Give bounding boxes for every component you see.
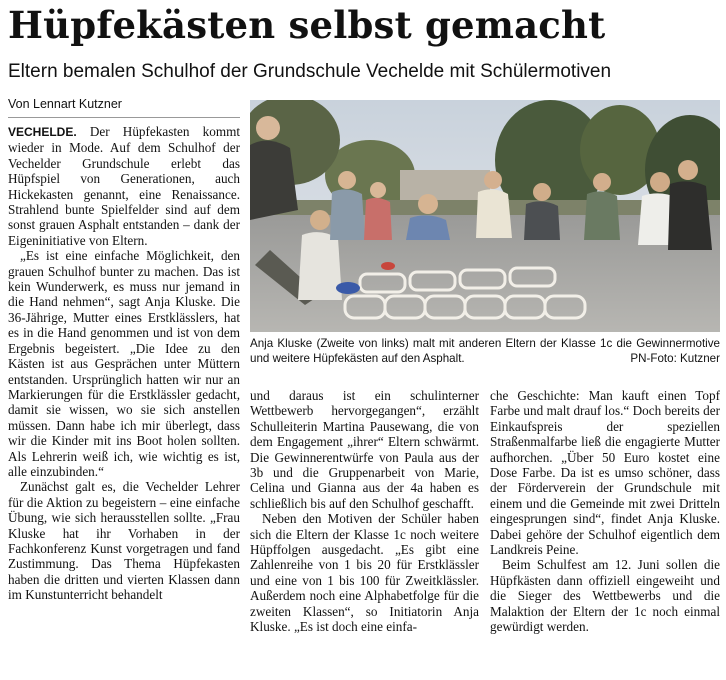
caption-text: Anja Kluske (Zweite von links) malt mit anderen Eltern der Klasse 1c die Gewinnermotive und weitere Hüpfekästen auf den Asphalt.	[250, 337, 720, 365]
schoolyard-photo-illustration	[250, 100, 720, 332]
headline: Hüpfekästen selbst gemacht	[8, 3, 606, 47]
article-column-3	[490, 388, 720, 680]
byline-divider	[8, 117, 240, 118]
paragraph-lead	[8, 124, 240, 248]
paragraph: und daraus ist ein schulinterner Wettbewerb hervorgegangen“, erzählt Schulleiterin Martina Pausewang, die von dem Engagement „ihrer“ Eltern schwärmt. Die Gewinnerentwürfe von Paula aus der 3b und die Gruppenarbeit von Marie, Celina und Gianna aus der 4a haben es schließlich bis auf den Schulhof geschafft.	[250, 388, 479, 511]
paragraph: Zunächst galt es, die Vechelder Lehrer für die Aktion zu begeistern – eine einfache Übung, wie sich herausstellen sollte. „Frau Kluske hat ihr Vorhaben in der Fachkonferenz Kunst vorgetragen und fand Zustimmung. Das Thema Hüpfekasten haben die dritten und vierten Klassen dann im Kunstunterricht behandelt	[8, 479, 240, 603]
photo-credit: PN-Foto: Kutzner	[630, 352, 720, 365]
paragraph: che Geschichte: Man kauft einen Topf Farbe und malt drauf los.“ Doch bereits der Einkaufspreis der speziellen Straßenmalfarbe ließ die engagierte Mutter aufhorchen. „Über 50 Euro kostet eine Dose Farbe. Da ist es umso schöner, dass der Förderverein der Grundschule mit einem und die Gemeinde mit zwei Dritteln eingesprungen sind“, findet Anja Kluske. Dabei gehöre der Schulhof eigentlich dem Landkreis Peine.	[490, 388, 720, 558]
byline: Von Lennart Kutzner	[8, 97, 122, 111]
article-column-1	[8, 124, 240, 680]
paragraph: Beim Schulfest am 12. Juni sollen die Hüpfkästen dann offiziell eingeweiht und die Sieger des Wettbewerbs und die Malaktion der Eltern der 1c noch einmal gewürdigt werden.	[490, 557, 720, 635]
dateline: VECHELDE.	[8, 125, 77, 139]
subheadline: Eltern bemalen Schulhof der Grundschule Vechelde mit Schülermotiven	[8, 61, 612, 82]
paragraph: „Es ist eine einfache Möglichkeit, den grauen Schulhof bunter zu machen. Das ist kein Wunderwerk, es muss nur jemand in die Hand nehmen“, sagt Anja Kluske. Die 36-Jährige, Mutter eines Erstklässlers, hat es in die Hand genommen und ist von dem Ergebnis begeistert. „Die Idee zu den Kästen ist aus Gesprächen unter Müttern entstanden. Ursprünglich hatten wir nur an Markierungen für die Erstklässler gedacht, damit sie wissen, wo sie sich anstellen müssen. Dann habe ich mir überlegt, dass wir die Kinder mit ins Boot holen sollten. Als Lehrerin weiß ich, wie wichtig es ist, alle einzubinden.“	[8, 248, 240, 479]
paragraph: Neben den Motiven der Schüler haben sich die Eltern der Klasse 1c noch weitere Hüpffolgen ausgedacht. „Es gibt eine Zahlenreihe von 1 bis 20 für Erstklässler und eine von 1 bis 100 für Zweitklässler. Außerdem noch eine Alphabetfolge für die zweiten Klassen“, so Initiatorin Anja Kluske. „Es ist doch eine einfa-	[250, 511, 479, 635]
lead-text: Der Hüpfekasten kommt wieder in Mode. Auf dem Schulhof der Vechelder Grundschule erlebt das Hüpfspiel von Generationen, auch Hickekasten genannt, eine Renaissance. Strahlend bunte Spielfelder sind auf dem sonst grauen Asphalt entstanden – dank der Eigeninitiative von Eltern.	[8, 124, 240, 248]
photo-caption	[250, 336, 720, 366]
article-photo	[250, 100, 720, 332]
article-column-2	[250, 388, 479, 680]
